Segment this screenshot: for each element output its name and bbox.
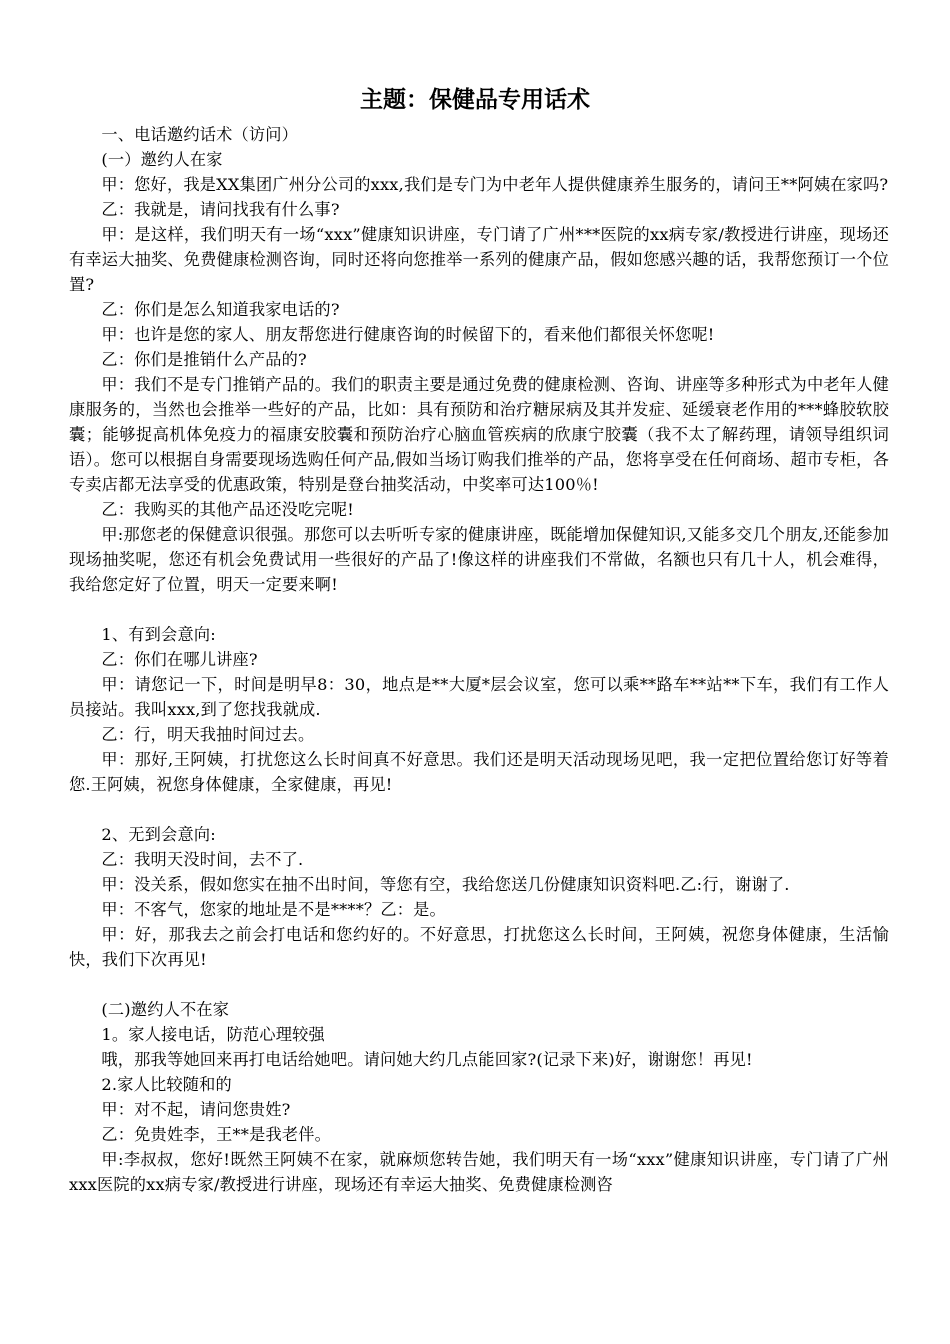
- paragraph: 甲：也许是您的家人、朋友帮您进行健康咨询的时候留下的，看来他们都很关怀您呢!: [101, 325, 715, 344]
- blank-line: [69, 597, 889, 622]
- document-body: [69, 122, 889, 1197]
- paragraph: 甲:那您老的保健意识很强。那您可以去听听专家的健康讲座，既能增加保健知识,又能多交几个朋友,还能参加现场抽奖呢，您还有机会免费试用一些很好的产品了!像这样的讲座我们不常做，名额也只有几十人，机会难得，我给您定好了位置，明天一定要来啊!: [69, 525, 889, 594]
- paragraph: 甲：没关系，假如您实在抽不出时间，等您有空，我给您送几份健康知识资料吧.乙:行，谢谢了.: [101, 875, 790, 894]
- paragraph: 甲：是这样，我们明天有一场“xxx”健康知识讲座，专门请了广州***医院的xx病专家/教授进行讲座，现场还有幸运大抽奖、免费健康检测咨询，同时还将向您推举一系列的健康产品，假如您感兴趣的话，我帮您预订一个位置?: [69, 225, 889, 294]
- paragraph: 1。家人接电话，防范心理较强: [101, 1025, 325, 1044]
- paragraph: 乙：我购买的其他产品还没吃完呢!: [101, 500, 354, 519]
- paragraph: 甲：您好，我是XX集团广州分公司的xxx,我们是专门为中老年人提供健康养生服务的，请问王**阿姨在家吗?: [101, 175, 889, 194]
- paragraph: (一）邀约人在家: [101, 150, 223, 169]
- blank-line: [69, 797, 889, 822]
- paragraph: 2、无到会意向:: [101, 825, 216, 844]
- paragraph: 乙：我明天没时间，去不了.: [101, 850, 304, 869]
- paragraph: 哦，那我等她回来再打电话给她吧。请问她大约几点能回家?(记录下来)好，谢谢您！再见!: [101, 1050, 753, 1069]
- paragraph: 2.家人比较随和的: [101, 1075, 232, 1094]
- document-title: 主题：保健品专用话术: [360, 87, 590, 113]
- paragraph: 甲：我们不是专门推销产品的。我们的职责主要是通过免费的健康检测、咨询、讲座等多种形式为中老年人健康服务的，当然也会推举一些好的产品，比如：具有预防和治疗糖尿病及其并发症、延缓衰老作用的***蜂胶软胶囊；能够捉高机体免疫力的福康安胶囊和预防治疗心脑血管疾病的欣康宁胶囊（我不太了解药理，请领导组织词语）。您可以根据自身需要现场选购任何产品,假如当场订购我们推举的产品，您将享受在任何商场、超市专柜，各专卖店都无法享受的优惠政策，特别是登台抽奖活动，中奖率可达100％!: [69, 375, 889, 494]
- paragraph: 甲：对不起，请问您贵姓?: [101, 1100, 291, 1119]
- paragraph: 甲：请您记一下，时间是明早8：30，地点是**大厦*层会议室，您可以乘**路车**站**下车，我们有工作人员接站。我叫xxx,到了您找我就成.: [69, 675, 889, 719]
- paragraph: 乙：你们是怎么知道我家电话的?: [101, 300, 340, 319]
- paragraph: 一、电话邀约话术（访问）: [101, 125, 299, 144]
- paragraph: 1、有到会意向:: [101, 625, 216, 644]
- paragraph: 乙：免贵姓李，王**是我老伴。: [101, 1125, 332, 1144]
- paragraph: 乙：你们是推销什么产品的?: [101, 350, 307, 369]
- paragraph: 甲：不客气，您家的地址是不是****？乙：是。: [101, 900, 446, 919]
- paragraph: 乙：我就是，请问找我有什么事?: [101, 200, 340, 219]
- paragraph: (二)邀约人不在家: [101, 1000, 230, 1019]
- paragraph: 甲：那好,王阿姨，打扰您这么长时间真不好意思。我们还是明天活动现场见吧，我一定把位置给您订好等着您.王阿姨，祝您身体健康，全家健康，再见!: [69, 750, 889, 794]
- paragraph: 乙：行，明天我抽时间过去。: [101, 725, 315, 744]
- paragraph: 乙：你们在哪儿讲座?: [101, 650, 258, 669]
- paragraph: 甲:李叔叔，您好!既然王阿姨不在家，就麻烦您转告她，我们明天有一场“xxx”健康知识讲座，专门请了广州xxx医院的xx病专家/教授进行讲座，现场还有幸运大抽奖、免费健康检测咨: [69, 1150, 889, 1194]
- paragraph: 甲：好，那我去之前会打电话和您约好的。不好意思，打扰您这么长时间，王阿姨，祝您身体健康，生活愉快，我们下次再见!: [69, 925, 889, 969]
- blank-line: [69, 972, 889, 997]
